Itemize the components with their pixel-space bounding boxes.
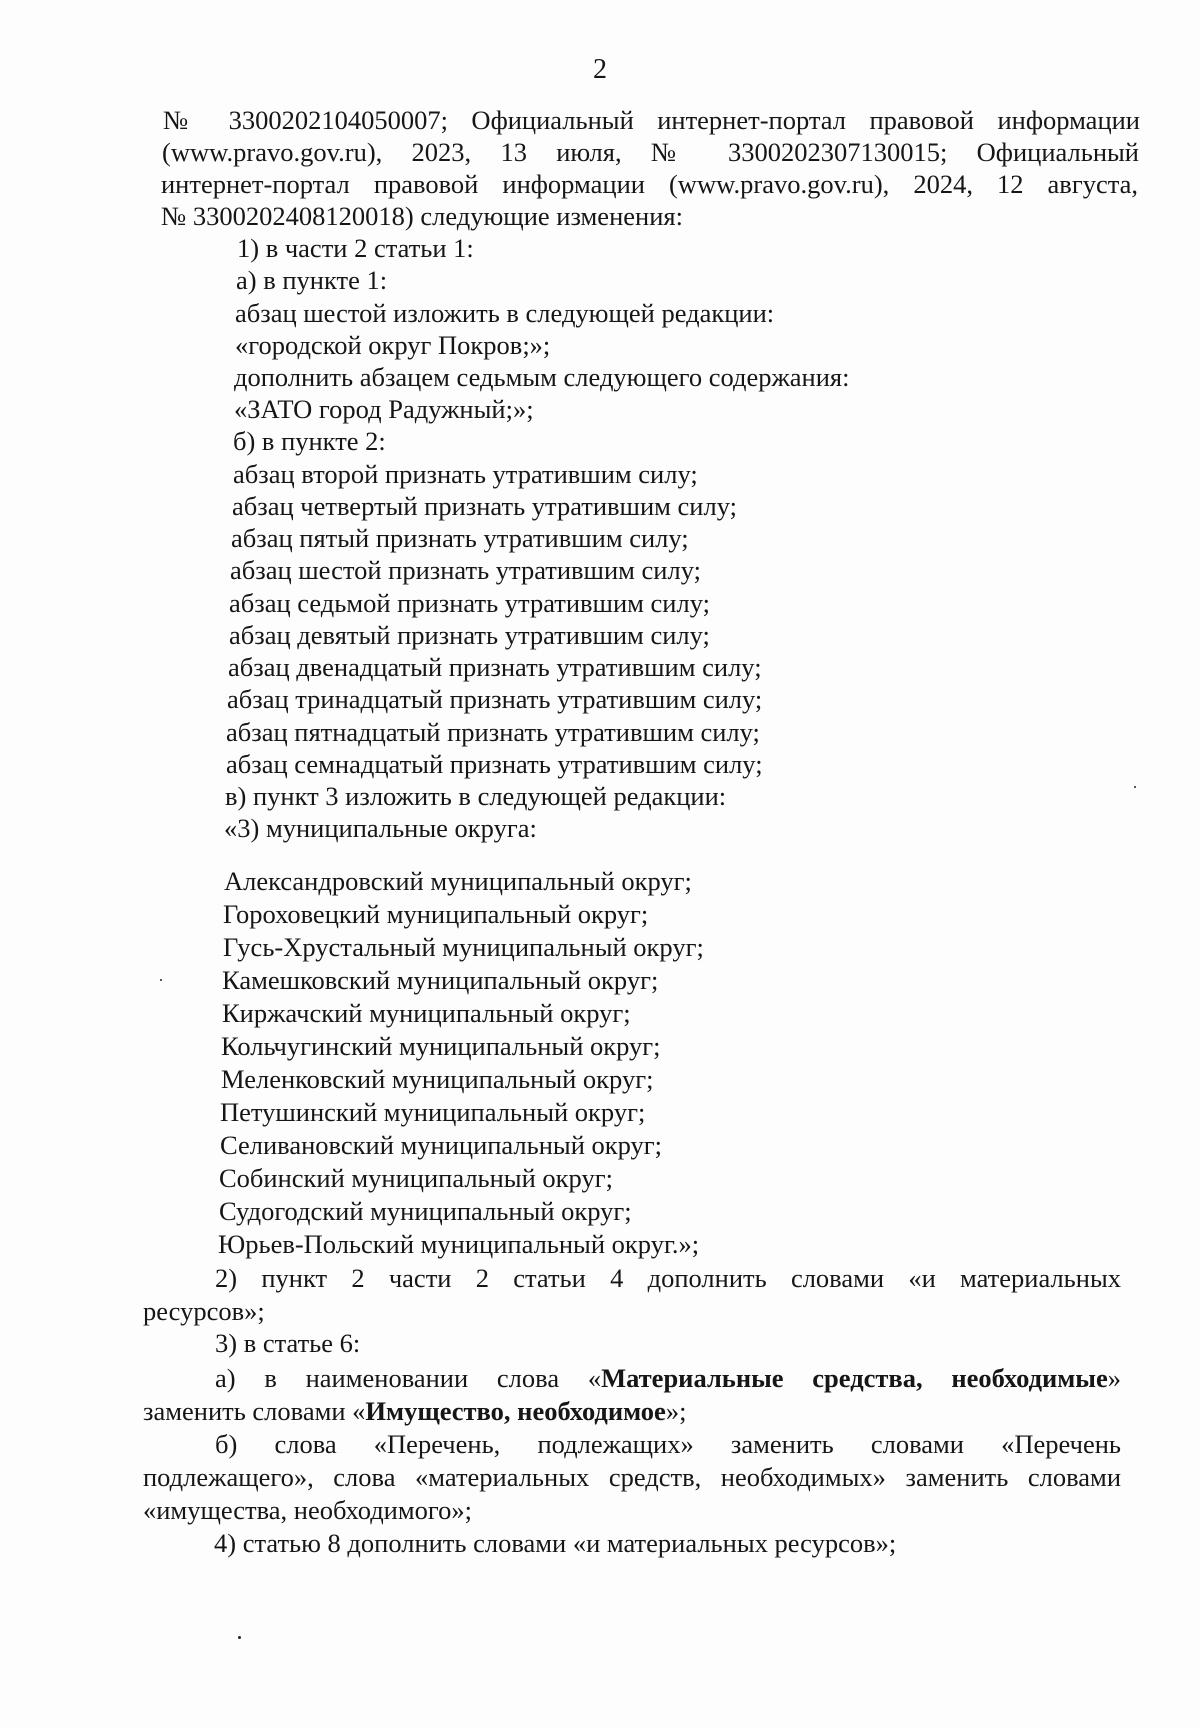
text-line: «3) муниципальные округа:	[224, 813, 537, 843]
text-line: абзац пятый признать утратившим силу;	[231, 523, 689, 553]
text-line: абзац семнадцатый признать утратившим силу;	[226, 749, 763, 779]
scan-speck	[238, 1636, 241, 1639]
text-line: абзац пятнадцатый признать утратившим силу;	[226, 717, 760, 747]
text-line: б) в пункте 2:	[233, 426, 386, 456]
text-line	[215, 1362, 1121, 1395]
text-line: абзац четвертый признать утратившим силу;	[232, 491, 737, 521]
text-line: абзац второй признать утратившим силу;	[233, 459, 698, 489]
text-line: дополнить абзацем седьмым следующего содержания:	[234, 362, 850, 392]
text-line: абзац двенадцатый признать утратившим силу;	[228, 652, 762, 682]
list-item: Меленковский муниципальный округ;	[221, 1064, 654, 1094]
bold-text: Имущество, необходимое	[365, 1396, 666, 1426]
page-number: 2	[593, 54, 607, 85]
text-segment: а) в наименовании слова «	[215, 1363, 602, 1393]
text-line	[143, 1395, 686, 1428]
list-item: Киржачский муниципальный округ;	[222, 998, 631, 1028]
list-item: Селивановский муниципальный округ;	[220, 1130, 663, 1160]
text-line: абзац тринадцатый признать утратившим силу;	[227, 684, 763, 714]
text-line: подлежащего», слова «материальных средств, необходимых» заменить словами	[143, 1462, 1121, 1492]
text-line: 4) статью 8 дополнить словами «и материальных ресурсов»;	[214, 1528, 897, 1558]
text-line: в) пункт 3 изложить в следующей редакции:	[225, 781, 727, 811]
text-line: № 3300202104050007; Официальный интернет-портал правовой информации	[163, 105, 1140, 135]
list-item: Петушинский муниципальный округ;	[220, 1097, 646, 1127]
list-item: Александровский муниципальный округ;	[224, 866, 692, 896]
text-line: интернет-портал правовой информации (www.pravo.gov.ru), 2024, 12 августа,	[161, 169, 1138, 199]
text-segment: заменить словами «	[143, 1396, 366, 1426]
text-line: 1) в части 2 статьи 1:	[237, 233, 474, 263]
list-item: Судогодский муниципальный округ;	[219, 1196, 632, 1226]
text-line: № 3300202408120018) следующие изменения:	[161, 201, 683, 231]
list-item: Камешковский муниципальный округ;	[222, 965, 659, 995]
list-item: Гусь-Хрустальный муниципальный округ;	[223, 932, 704, 962]
list-item: Юрьев-Польский муниципальный округ.»;	[218, 1229, 700, 1259]
list-item: Гороховецкий муниципальный округ;	[223, 899, 649, 929]
text-line: абзац шестой изложить в следующей редакции:	[235, 298, 775, 328]
text-line: 3) в статье 6:	[215, 1328, 361, 1358]
text-line: б) слова «Перечень, подлежащих» заменить словами «Перечень	[215, 1429, 1121, 1459]
text-line: «имущества, необходимого»;	[143, 1495, 472, 1525]
text-line: (www.pravo.gov.ru), 2023, 13 июля, № 3300202307130015; Официальный	[162, 137, 1139, 167]
bold-text: Материальные средства, необходимые	[601, 1363, 1108, 1393]
text-line: «ЗАТО город Радужный;»;	[234, 394, 534, 424]
scan-speck	[1134, 786, 1136, 788]
list-item: Кольчугинский муниципальный округ;	[221, 1031, 661, 1061]
text-line: абзац девятый признать утратившим силу;	[229, 620, 710, 650]
text-line: абзац седьмой признать утратившим силу;	[229, 588, 710, 618]
scan-speck	[160, 979, 162, 981]
text-segment: »	[1107, 1363, 1122, 1393]
text-segment: »;	[665, 1396, 687, 1426]
text-line: 2) пункт 2 части 2 статьи 4 дополнить словами «и материальных	[215, 1263, 1121, 1293]
text-line: а) в пункте 1:	[236, 265, 388, 295]
text-line: абзац шестой признать утратившим силу;	[230, 555, 701, 585]
text-line: «городской округ Покров;»;	[235, 330, 551, 360]
list-item: Собинский муниципальный округ;	[219, 1163, 613, 1193]
text-line: ресурсов»;	[143, 1296, 265, 1326]
